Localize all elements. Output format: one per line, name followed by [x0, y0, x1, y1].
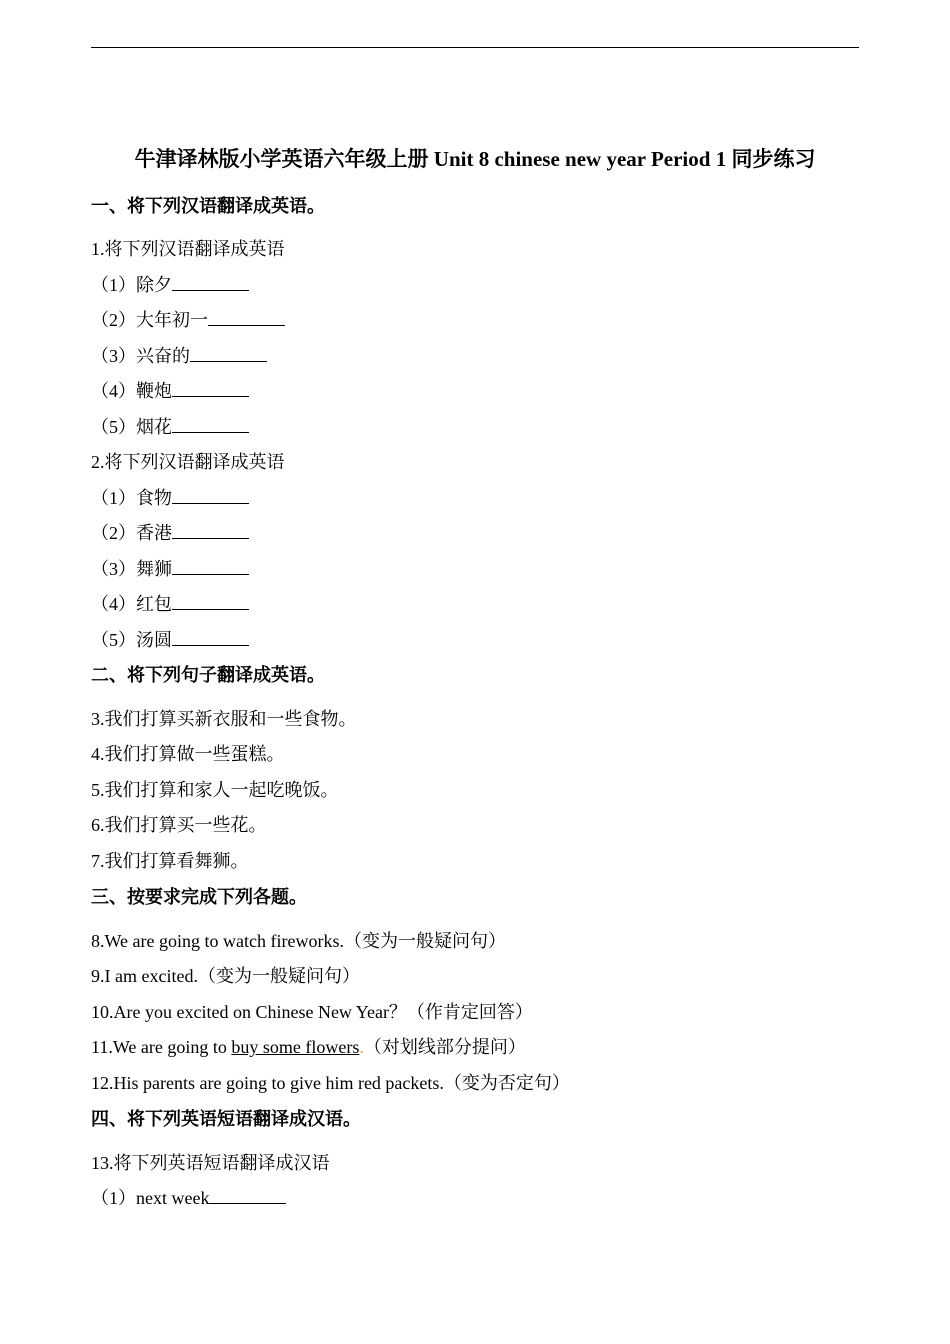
answer-blank[interactable] — [172, 591, 249, 610]
question-2-item — [91, 520, 249, 546]
section-heading-1: 一、将下列汉语翻译成英语。 — [91, 196, 325, 216]
header-rule — [91, 47, 859, 48]
item-text: （1）食物 — [91, 488, 172, 508]
question-11-dot: . — [359, 1037, 364, 1057]
question-1-item — [91, 378, 249, 404]
answer-blank[interactable] — [172, 414, 249, 433]
question-1-item — [91, 414, 249, 440]
question-5: 5.我们打算和家人一起吃晚饭。 — [91, 780, 339, 800]
question-11-prefix: 11.We are going to — [91, 1037, 232, 1057]
question-2-item — [91, 591, 249, 617]
item-text: （5）烟花 — [91, 417, 172, 437]
question-7: 7.我们打算看舞狮。 — [91, 851, 249, 871]
question-10: 10.Are you excited on Chinese New Year？（作肯定回答） — [91, 1002, 533, 1022]
question-1-item — [91, 307, 285, 333]
answer-blank[interactable] — [172, 272, 249, 291]
question-13-label: 13.将下列英语短语翻译成汉语 — [91, 1153, 330, 1173]
question-9: 9.I am excited.（变为一般疑问句） — [91, 966, 360, 986]
answer-blank[interactable] — [172, 520, 249, 539]
question-2-item — [91, 556, 249, 582]
section-heading-4: 四、将下列英语短语翻译成汉语。 — [91, 1109, 361, 1129]
question-11 — [91, 1034, 526, 1060]
question-1-label: 1.将下列汉语翻译成英语 — [91, 239, 285, 259]
item-text: （2）大年初一 — [91, 310, 208, 330]
question-1-item — [91, 272, 249, 298]
item-text: （4）鞭炮 — [91, 381, 172, 401]
answer-blank[interactable] — [172, 485, 249, 504]
item-text: （2）香港 — [91, 523, 172, 543]
question-2-item — [91, 627, 249, 653]
item-text: （1）next week — [91, 1188, 210, 1208]
question-11-suffix: （对划线部分提问） — [363, 1037, 526, 1057]
item-text: （3）舞狮 — [91, 559, 172, 579]
item-text: （4）红包 — [91, 594, 172, 614]
item-text: （3）兴奋的 — [91, 346, 190, 366]
page-title: 牛津译林版小学英语六年级上册 Unit 8 chinese new year Period 1 同步练习 — [134, 147, 816, 171]
question-6: 6.我们打算买一些花。 — [91, 815, 267, 835]
answer-blank[interactable] — [209, 1185, 286, 1204]
section-heading-3: 三、按要求完成下列各题。 — [91, 887, 307, 907]
question-11-underlined: buy some flowers — [231, 1037, 360, 1057]
question-8: 8.We are going to watch fireworks.（变为一般疑问句） — [91, 931, 506, 951]
answer-blank[interactable] — [190, 343, 267, 362]
item-text: （1）除夕 — [91, 275, 172, 295]
answer-blank[interactable] — [172, 627, 249, 646]
question-13-item — [91, 1185, 286, 1211]
question-2-label: 2.将下列汉语翻译成英语 — [91, 452, 285, 472]
answer-blank[interactable] — [208, 307, 285, 326]
answer-blank[interactable] — [172, 556, 249, 575]
question-2-item — [91, 485, 249, 511]
question-4: 4.我们打算做一些蛋糕。 — [91, 744, 285, 764]
section-heading-2: 二、将下列句子翻译成英语。 — [91, 665, 325, 685]
answer-blank[interactable] — [172, 378, 249, 397]
question-1-item — [91, 343, 267, 369]
question-3: 3.我们打算买新衣服和一些食物。 — [91, 709, 357, 729]
item-text: （5）汤圆 — [91, 630, 172, 650]
question-12: 12.His parents are going to give him red packets.（变为否定句） — [91, 1073, 570, 1093]
